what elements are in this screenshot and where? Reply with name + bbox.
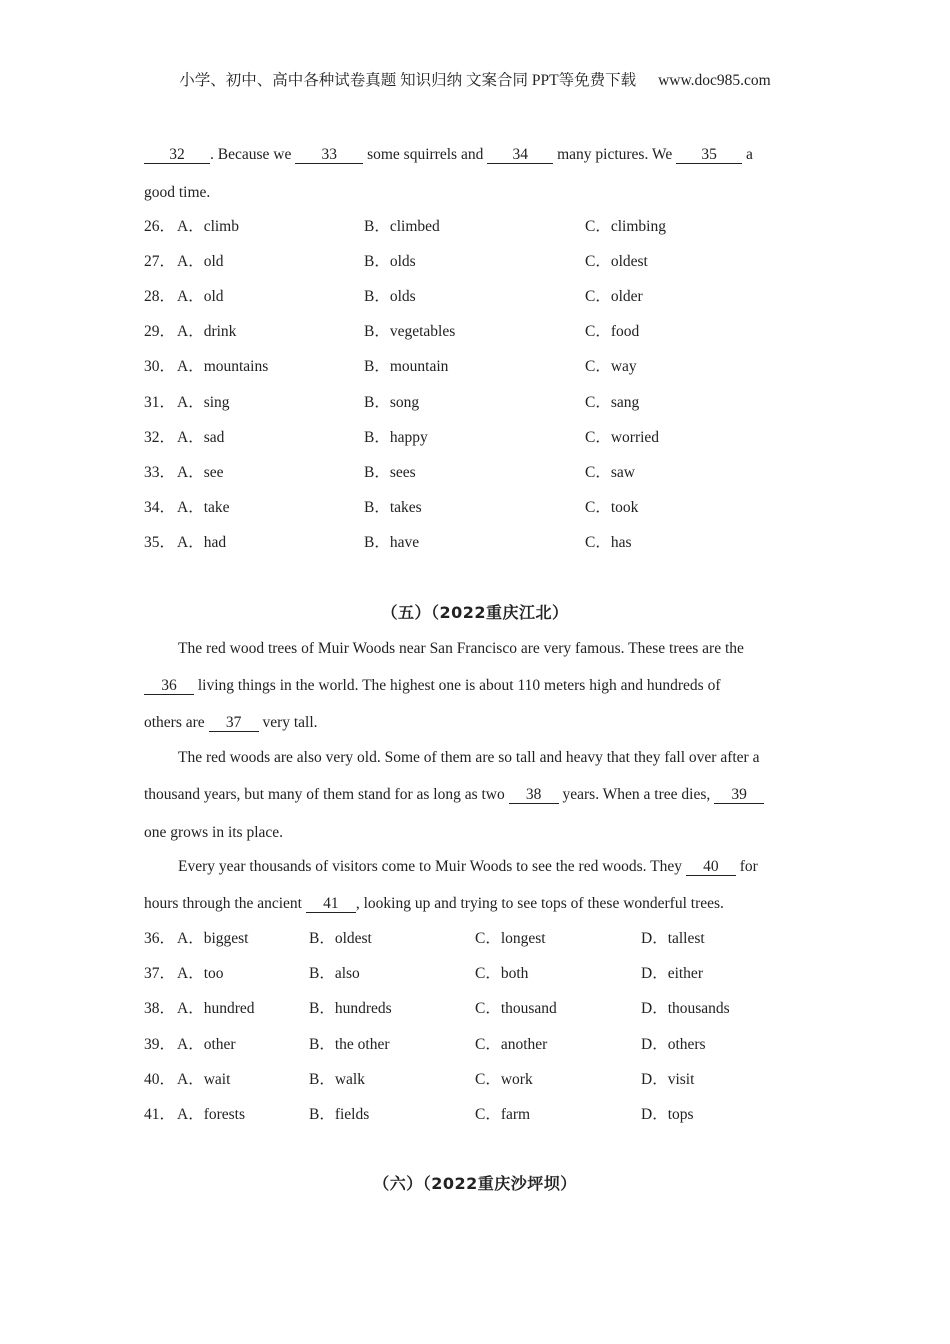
blank-38: 38 bbox=[509, 786, 559, 804]
option-c[interactable]: C．sang bbox=[585, 393, 640, 411]
option-c[interactable]: C．work bbox=[475, 1070, 533, 1088]
option-a[interactable]: A．biggest bbox=[177, 930, 249, 947]
option-b[interactable]: B．sees bbox=[364, 463, 416, 481]
question-number: 28． bbox=[144, 288, 176, 306]
option-a[interactable]: A．take bbox=[177, 498, 230, 516]
section-title-5: （五）（2022重庆江北） bbox=[381, 603, 569, 622]
option-a[interactable]: A．other bbox=[177, 1035, 236, 1053]
passage-line bbox=[144, 145, 753, 165]
passage-text: very tall. bbox=[258, 714, 318, 731]
option-b[interactable]: B．have bbox=[364, 533, 420, 551]
option-b[interactable]: B．mountain bbox=[364, 358, 449, 376]
section-title-6: （六）（2022重庆沙坪坝） bbox=[373, 1174, 577, 1193]
passage-text: living things in the world. The highest one is about 110 meters high and hundreds of bbox=[194, 677, 721, 694]
option-a[interactable]: A．had bbox=[177, 533, 227, 551]
option-b[interactable]: B．the other bbox=[309, 1035, 390, 1053]
question-number: 33． bbox=[144, 463, 176, 481]
blank-40: 40 bbox=[686, 858, 736, 876]
option-c[interactable]: C．took bbox=[585, 498, 639, 516]
option-a[interactable]: A．forests bbox=[177, 1106, 246, 1123]
option-d[interactable]: D．others bbox=[641, 1035, 706, 1053]
option-d[interactable]: D．either bbox=[641, 965, 703, 983]
passage-text: others are bbox=[144, 714, 209, 731]
option-b[interactable]: B．happy bbox=[364, 428, 428, 446]
option-d[interactable]: D．tallest bbox=[641, 930, 705, 947]
option-a[interactable]: A．drink bbox=[177, 323, 237, 341]
option-c[interactable]: C．longest bbox=[475, 930, 546, 947]
option-c[interactable]: C．older bbox=[585, 288, 643, 306]
question-number: 36． bbox=[144, 930, 176, 947]
option-a[interactable]: A．mountains bbox=[177, 358, 269, 376]
question-number: 29． bbox=[144, 323, 176, 341]
option-a[interactable]: A．climb bbox=[177, 218, 239, 235]
option-c[interactable]: C．oldest bbox=[585, 253, 648, 271]
option-a[interactable]: A．old bbox=[177, 253, 224, 271]
passage-line bbox=[144, 785, 764, 805]
question-number: 37． bbox=[144, 965, 176, 983]
option-b[interactable]: B．olds bbox=[364, 288, 416, 306]
option-b[interactable]: B．also bbox=[309, 965, 360, 983]
passage-line: The red woods are also very old. Some of them are so tall and heavy that they fall over after a bbox=[178, 749, 760, 766]
option-b[interactable]: B．vegetables bbox=[364, 323, 456, 341]
option-a[interactable]: A．too bbox=[177, 965, 224, 983]
option-b[interactable]: B．walk bbox=[309, 1070, 365, 1088]
header-text: 小学、初中、高中各种试卷真题 知识归纳 文案合同 PPT等免费下载 bbox=[179, 72, 637, 89]
passage-line: The red wood trees of Muir Woods near San Francisco are very famous. These trees are the bbox=[178, 640, 744, 657]
question-number: 32． bbox=[144, 428, 176, 446]
passage-line bbox=[144, 894, 724, 914]
passage-text: Every year thousands of visitors come to Muir Woods to see the red woods. They bbox=[178, 858, 686, 875]
passage-text: a bbox=[742, 146, 753, 163]
option-b[interactable]: B．hundreds bbox=[309, 1000, 392, 1018]
passage-text: years. When a tree dies, bbox=[558, 786, 715, 803]
question-number: 39． bbox=[144, 1035, 176, 1053]
option-a[interactable]: A．see bbox=[177, 463, 224, 481]
page-header bbox=[0, 68, 950, 90]
option-b[interactable]: B．fields bbox=[309, 1106, 370, 1123]
question-number: 35． bbox=[144, 533, 176, 551]
option-d[interactable]: D．tops bbox=[641, 1106, 694, 1123]
option-d[interactable]: D．thousands bbox=[641, 1000, 730, 1018]
passage-text: some squirrels and bbox=[363, 146, 488, 163]
passage-line bbox=[144, 713, 318, 733]
option-c[interactable]: C．worried bbox=[585, 428, 660, 446]
question-number: 40． bbox=[144, 1070, 176, 1088]
passage-line bbox=[144, 676, 721, 696]
option-c[interactable]: C．another bbox=[475, 1035, 548, 1053]
option-a[interactable]: A．hundred bbox=[177, 1000, 255, 1018]
question-number: 31． bbox=[144, 393, 176, 411]
passage-text: hours through the ancient bbox=[144, 895, 306, 912]
option-a[interactable]: A．sad bbox=[177, 428, 225, 446]
option-c[interactable]: C．thousand bbox=[475, 1000, 557, 1018]
passage-text: , looking up and trying to see tops of these wonderful trees. bbox=[355, 895, 724, 912]
passage-text: . Because we bbox=[210, 146, 296, 163]
option-c[interactable]: C．both bbox=[475, 965, 529, 983]
option-b[interactable]: B．song bbox=[364, 393, 420, 411]
question-number: 30． bbox=[144, 358, 176, 376]
header-site-link[interactable]: www.doc985.com bbox=[658, 72, 771, 89]
blank-32: 32 bbox=[144, 146, 210, 164]
option-c[interactable]: C．saw bbox=[585, 463, 635, 481]
blank-36: 36 bbox=[144, 677, 194, 695]
passage-line: one grows in its place. bbox=[144, 824, 284, 841]
blank-37: 37 bbox=[209, 714, 259, 732]
option-b[interactable]: B．olds bbox=[364, 253, 416, 271]
passage-line bbox=[178, 857, 758, 877]
question-number: 26． bbox=[144, 218, 176, 235]
blank-39: 39 bbox=[714, 786, 764, 804]
option-c[interactable]: C．farm bbox=[475, 1106, 531, 1123]
blank-34: 34 bbox=[487, 146, 553, 164]
question-number: 41． bbox=[144, 1106, 176, 1123]
question-number: 27． bbox=[144, 253, 176, 271]
option-b[interactable]: B．oldest bbox=[309, 930, 372, 947]
option-a[interactable]: A．sing bbox=[177, 393, 230, 411]
option-c[interactable]: C．has bbox=[585, 533, 632, 551]
option-c[interactable]: C．way bbox=[585, 358, 637, 376]
passage-line: good time. bbox=[144, 184, 211, 201]
option-a[interactable]: A．wait bbox=[177, 1070, 231, 1088]
option-a[interactable]: A．old bbox=[177, 288, 224, 306]
option-c[interactable]: C．food bbox=[585, 323, 640, 341]
option-b[interactable]: B．climbed bbox=[364, 218, 440, 235]
question-number: 34． bbox=[144, 498, 176, 516]
option-b[interactable]: B．takes bbox=[364, 498, 422, 516]
passage-text: for bbox=[735, 858, 758, 875]
option-c[interactable]: C．climbing bbox=[585, 218, 666, 235]
question-number: 38． bbox=[144, 1000, 176, 1018]
passage-text: many pictures. We bbox=[553, 146, 677, 163]
passage-text: thousand years, but many of them stand for as long as two bbox=[144, 786, 509, 803]
blank-33: 33 bbox=[295, 146, 363, 164]
blank-35: 35 bbox=[676, 146, 742, 164]
option-d[interactable]: D．visit bbox=[641, 1070, 695, 1088]
blank-41: 41 bbox=[306, 895, 356, 913]
